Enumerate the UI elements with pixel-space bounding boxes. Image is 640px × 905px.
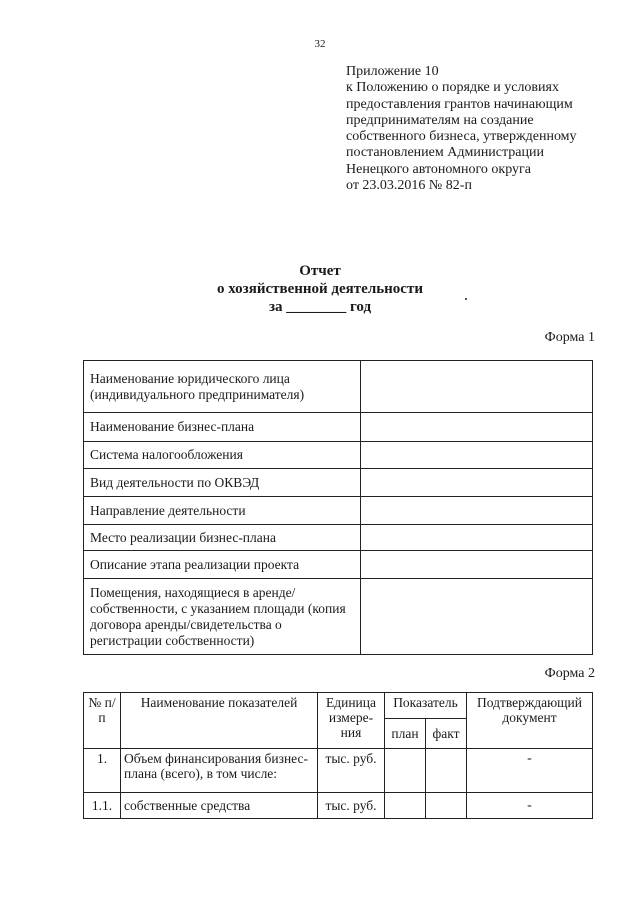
form1-row-label: Направление деятельности <box>84 497 361 525</box>
cell-unit: тыс. руб. <box>318 793 385 819</box>
form2-table <box>83 692 593 819</box>
header-num: № п/п <box>84 693 121 749</box>
cell-plan[interactable] <box>385 793 426 819</box>
cell-document: - <box>467 793 593 819</box>
header-fact: факт <box>426 719 467 749</box>
form1-row-label: Помещения, находящиеся в аренде/собственности, с указанием площади (копия договора аренды/свидетельства о регистрации собственности) <box>84 579 361 655</box>
header-indicator: Показатель <box>385 693 467 719</box>
table-row <box>84 525 593 551</box>
cell-num: 1.1. <box>84 793 121 819</box>
header-plan: план <box>385 719 426 749</box>
form1-row-label: Описание этапа реализации проекта <box>84 551 361 579</box>
form1-value-cell[interactable] <box>361 525 593 551</box>
table-row <box>84 361 593 413</box>
table-row <box>84 469 593 497</box>
title-line: за ________ год <box>268 299 372 315</box>
appendix-line: собственного бизнеса, утвержденному <box>346 129 577 145</box>
cell-fact[interactable] <box>426 749 467 793</box>
table-row <box>84 793 593 819</box>
appendix-line: к Положению о порядке и условиях <box>346 80 559 96</box>
header-document: Подтверждающий документ <box>467 693 593 749</box>
title-line: Отчет <box>299 263 341 279</box>
form1-label: Форма 1 <box>544 330 595 345</box>
report-title <box>0 262 640 316</box>
form1-row-label: Вид деятельности по ОКВЭД <box>84 469 361 497</box>
appendix-line: постановлением Администрации <box>346 145 544 161</box>
form1-row-label: Наименование юридического лица (индивидуального предпринимателя) <box>84 361 361 413</box>
table-header-row <box>84 693 593 719</box>
appendix-line: от 23.03.2016 № 82-п <box>346 178 472 194</box>
form1-value-cell[interactable] <box>361 551 593 579</box>
appendix-line: предпринимателям на создание <box>346 112 534 128</box>
table-row <box>84 497 593 525</box>
cell-document: - <box>467 749 593 793</box>
form1-value-cell[interactable] <box>361 442 593 469</box>
cell-fact[interactable] <box>426 793 467 819</box>
table-row <box>84 442 593 469</box>
form1-value-cell[interactable] <box>361 579 593 655</box>
table-row <box>84 579 593 655</box>
table-row <box>84 551 593 579</box>
form1-table <box>83 360 593 655</box>
appendix-header <box>346 64 616 194</box>
cell-num: 1. <box>84 749 121 793</box>
table-row <box>84 413 593 442</box>
cell-plan[interactable] <box>385 749 426 793</box>
form1-row-label: Место реализации бизнес-плана <box>84 525 361 551</box>
cell-name: собственные средства <box>121 793 318 819</box>
form2-label: Форма 2 <box>544 666 595 681</box>
appendix-line: Приложение 10 <box>346 64 439 79</box>
form1-row-label: Наименование бизнес-плана <box>84 413 361 442</box>
appendix-line: Ненецкого автономного округа <box>346 161 531 177</box>
header-name: Наименование показателей <box>121 693 318 749</box>
form1-value-cell[interactable] <box>361 361 593 413</box>
table-row <box>84 749 593 793</box>
cell-unit: тыс. руб. <box>318 749 385 793</box>
cell-name: Объем финансирования бизнес-плана (всего), в том числе: <box>121 749 318 793</box>
page-number: 32 <box>314 38 326 50</box>
appendix-line: предоставления грантов начинающим <box>346 96 573 112</box>
form1-value-cell[interactable] <box>361 469 593 497</box>
header-unit: Единица измере-ния <box>318 693 385 749</box>
scan-speck <box>465 298 467 300</box>
form1-value-cell[interactable] <box>361 497 593 525</box>
form1-row-label: Система налогообложения <box>84 442 361 469</box>
form1-value-cell[interactable] <box>361 413 593 442</box>
title-line: о хозяйственной деятельности <box>217 281 423 297</box>
